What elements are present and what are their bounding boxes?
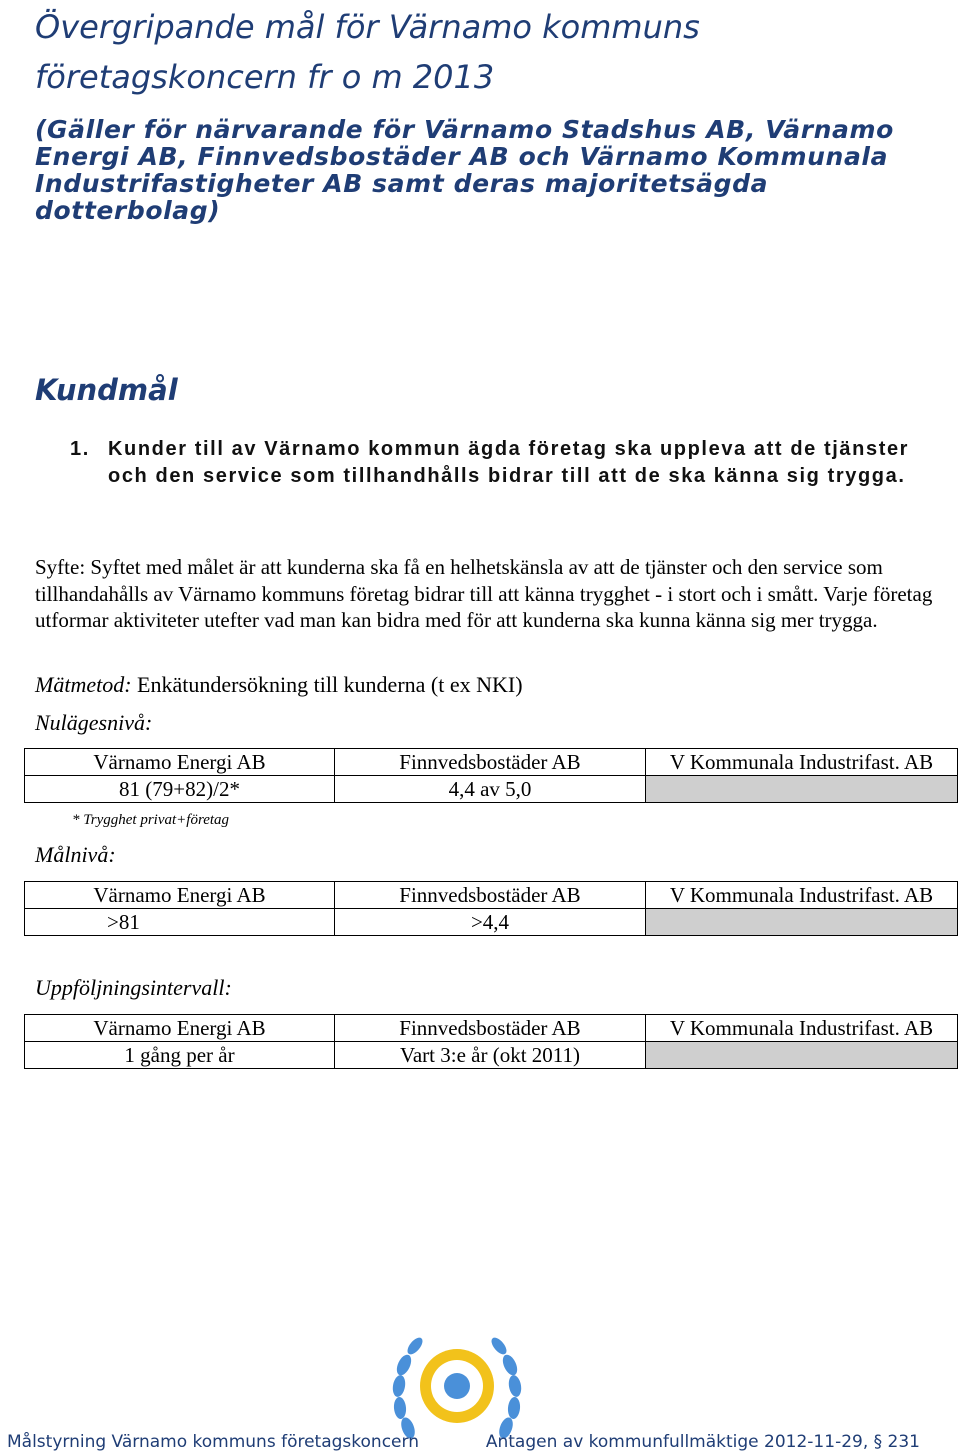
method-label: Mätmetod: bbox=[35, 672, 132, 697]
goal-text: Kunder till av Värnamo kommun ägda företag ska uppleva att de tjänster och den service som tillhandhålls bidrar till att de ska känna sig trygga. bbox=[108, 438, 910, 487]
target-level-label: Målnivå: bbox=[35, 842, 116, 867]
follow-up-label: Uppföljningsintervall: bbox=[35, 975, 232, 1000]
table-header-cell: Finnvedsbostäder AB bbox=[335, 882, 646, 909]
purpose-paragraph: Syfte: Syftet med målet är att kunderna ska få en helhetskänsla av att de tjänster och den service som tillhandahålls av Värnamo kommuns företag bidrar till att känna trygghet - i stort och i smått. Varje företag utformar aktiviteter utefter vad man kan bidra med för att kunderna ska kunna känna sig mer trygga. bbox=[35, 555, 933, 632]
table-header-cell: Finnvedsbostäder AB bbox=[335, 749, 646, 776]
target-level-table bbox=[24, 881, 958, 936]
page-title-line-2: företagskoncern fr o m 2013 bbox=[35, 58, 495, 96]
footer-left: Målstyrning Värnamo kommuns företagskoncern bbox=[7, 1432, 419, 1452]
page-title-line-1: Övergripande mål för Värnamo kommuns bbox=[35, 8, 700, 46]
method-value: Enkätundersökning till kunderna (t ex NKI) bbox=[131, 672, 523, 697]
center-dot-icon bbox=[444, 1373, 470, 1399]
table-header-row bbox=[25, 749, 958, 776]
table-row bbox=[25, 1042, 958, 1069]
table-header-cell: V Kommunala Industrifast. AB bbox=[646, 749, 958, 776]
follow-up-table bbox=[24, 1014, 958, 1069]
table-header-cell: Finnvedsbostäder AB bbox=[335, 1015, 646, 1042]
table-cell-shaded bbox=[646, 1042, 958, 1069]
scope-subtitle: (Gäller för närvarande för Värnamo Stadshus AB, Värnamo Energi AB, Finnvedsbostäder AB och Värnamo Kommunala Industrifastigheter AB samt deras majoritetsägda dotterbolag) bbox=[35, 115, 894, 225]
current-level-table bbox=[24, 748, 958, 803]
table-cell: 4,4 av 5,0 bbox=[335, 776, 646, 803]
table-header-row bbox=[25, 882, 958, 909]
goal-number: 1. bbox=[70, 438, 90, 460]
table-cell-shaded bbox=[646, 909, 958, 936]
table-cell: Vart 3:e år (okt 2011) bbox=[335, 1042, 646, 1069]
section-heading: Kundmål bbox=[35, 373, 178, 407]
table-cell: 1 gång per år bbox=[25, 1042, 335, 1069]
method-line bbox=[35, 671, 523, 699]
table-header-cell: Värnamo Energi AB bbox=[25, 1015, 335, 1042]
table-cell: >4,4 bbox=[335, 909, 646, 936]
table-header-cell: Värnamo Energi AB bbox=[25, 749, 335, 776]
table-cell: >81 bbox=[25, 909, 335, 936]
page-title bbox=[35, 2, 935, 102]
goal-item bbox=[70, 436, 950, 490]
table-cell: 81 (79+82)/2* bbox=[25, 776, 335, 803]
table-header-cell: V Kommunala Industrifast. AB bbox=[646, 882, 958, 909]
table-header-cell: V Kommunala Industrifast. AB bbox=[646, 1015, 958, 1042]
footer-right: Antagen av kommunfullmäktige 2012-11-29, § 231 bbox=[485, 1432, 920, 1452]
table-cell-shaded bbox=[646, 776, 958, 803]
current-level-label: Nulägesnivå: bbox=[35, 710, 153, 735]
table-header-cell: Värnamo Energi AB bbox=[25, 882, 335, 909]
table-row bbox=[25, 776, 958, 803]
table-header-row bbox=[25, 1015, 958, 1042]
table-row bbox=[25, 909, 958, 936]
footnote: * Trygghet privat+företag bbox=[72, 812, 230, 828]
